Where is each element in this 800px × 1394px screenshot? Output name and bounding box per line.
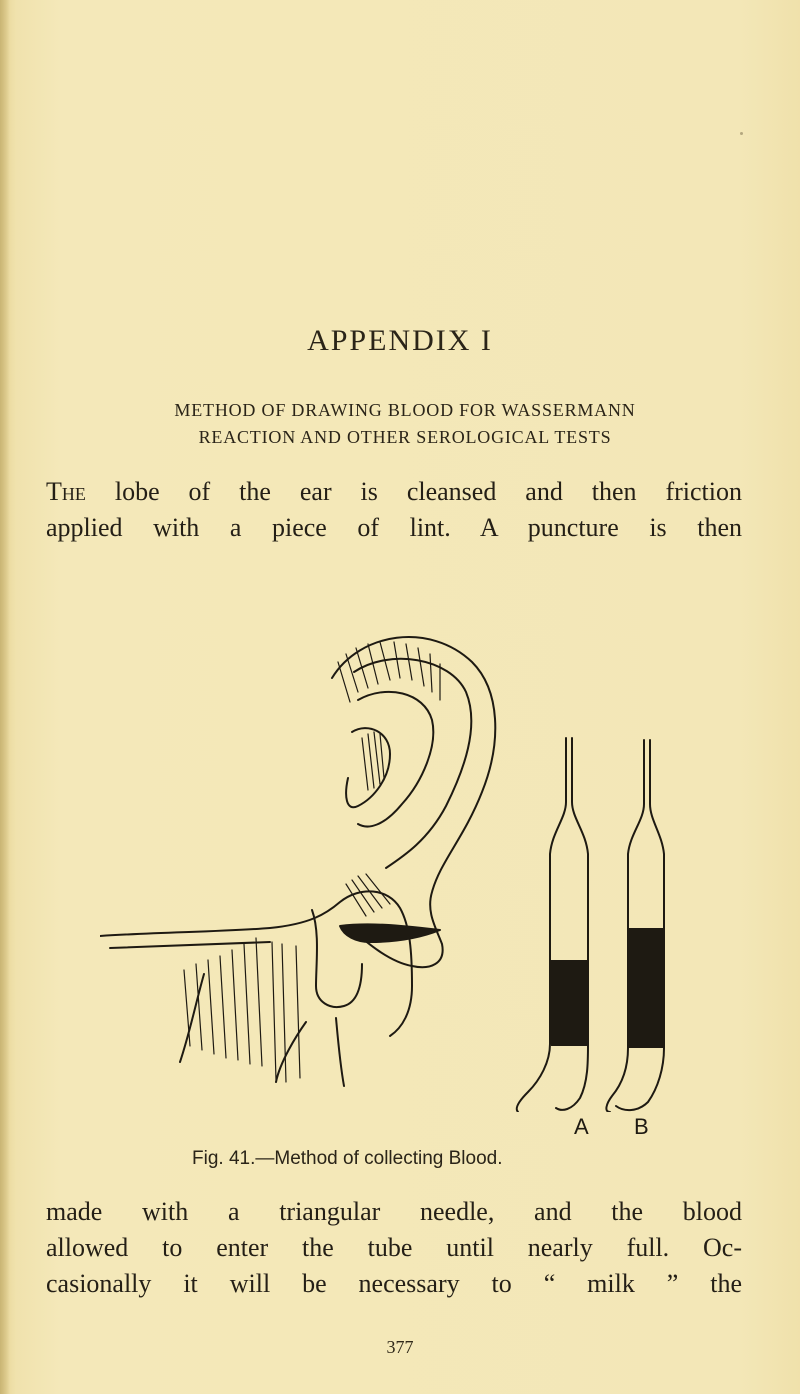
tube-label-b: B xyxy=(634,1114,649,1139)
drop-word: The xyxy=(46,477,86,506)
finger-top xyxy=(100,891,412,1036)
section-heading-line-2: REACTION AND OTHER SEROLOGICAL TESTS xyxy=(198,427,612,447)
paragraph-2-line-2: allowed to enter the tube until nearly full. Oc- xyxy=(46,1233,742,1262)
paper-speck xyxy=(740,132,743,135)
paragraph-2-line-1: made with a triangular needle, and the blood xyxy=(46,1197,742,1226)
tube-a-blood xyxy=(551,960,587,1046)
capillary-tube-b xyxy=(606,740,664,1112)
paragraph-2-line-3: casionally it will be necessary to “ milk ” the xyxy=(46,1269,742,1298)
paragraph-1-line-1-text: lobe of the ear is cleansed and then friction xyxy=(114,477,742,506)
page-number: 377 xyxy=(386,1337,414,1357)
capillary-tube-a xyxy=(517,738,588,1112)
ear-and-tubes-figure xyxy=(100,592,700,1112)
paragraph-1-line-1 xyxy=(46,474,742,509)
finger-front xyxy=(110,942,270,948)
concha-hatching xyxy=(362,732,384,790)
tube-b-blood xyxy=(629,928,663,1048)
finger-bottom xyxy=(180,974,344,1086)
section-heading xyxy=(60,397,750,451)
blood-drop xyxy=(340,924,440,942)
appendix-title: APPENDIX I xyxy=(307,324,493,357)
figure-caption: Fig. 41.—Method of collecting Blood. xyxy=(192,1148,503,1169)
ear-antihelix xyxy=(358,692,433,827)
tube-label-a: A xyxy=(574,1114,589,1139)
paragraph-1-line-2: applied with a piece of lint. A puncture is then xyxy=(46,513,742,542)
spine-shadow xyxy=(0,0,10,1394)
section-heading-line-1: METHOD OF DRAWING BLOOD FOR WASSERMANN xyxy=(174,400,636,420)
